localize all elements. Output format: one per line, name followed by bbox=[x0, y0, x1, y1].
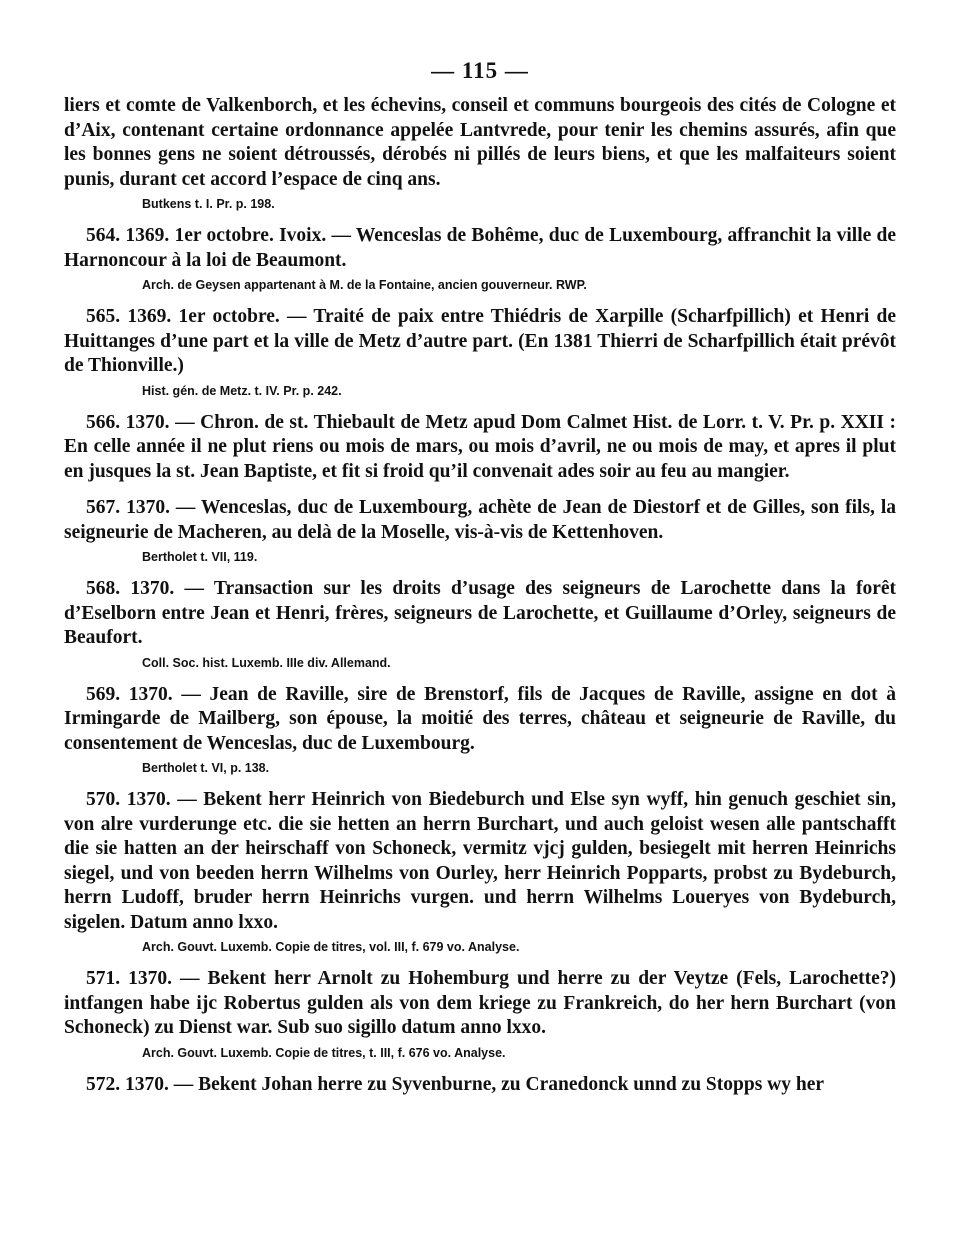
entry-text: — Chron. de st. Thiebault de Metz apud Dom Calmet Hist. de Lorr. t. V. Pr. p. XXII : En celle année il ne plut riens ou mois de mars, ou mois d’avril, ne ou mois de may, et apres il plut en jusques la st. Jean Baptiste, et fit si froid qu’il convenait ades soir au feu au mangier. bbox=[64, 411, 897, 482]
entry-source: Arch. Gouvt. Luxemb. Copie de titres, vol. III, f. 679 vo. Analyse. bbox=[142, 940, 520, 954]
entry-text: — Bekent herr Heinrich von Biedeburch und Else syn wyff, hin genuch geschiet sin, von alre vurderunge etc. die sie hetten an herrn Burchart, und auch geloist wesen alle pantschafft die sie hatten an der heirschaff von Schoneck, vermitz vjcj gulden, besiegelt mit herren Heinrichs siegel, und von beeden herrn Wilhelms von Ourley, herr Heinrich Popparts, probst zu Bydeburch, herrn Ludoff, bruder herrn Heinrichs vurgen. und herrn Wilhelms Loueryes von Bydeburch, sigelen. Datum anno lxxo. bbox=[64, 789, 896, 933]
entry-year: 1370. bbox=[126, 497, 170, 518]
page-number: — 115 — bbox=[431, 58, 529, 83]
entry-year: 1369. bbox=[127, 306, 172, 327]
entry-number: 564. bbox=[86, 225, 121, 246]
entry-565 bbox=[64, 305, 896, 399]
entry-year: 1370. bbox=[125, 411, 170, 433]
entry-source: Arch. de Geysen appartenant à M. de la Fontaine, ancien gouverneur. RWP. bbox=[142, 278, 587, 292]
entry-570 bbox=[64, 788, 896, 955]
entry-year: 1370. bbox=[126, 789, 171, 810]
entry-source: Bertholet t. VII, 119. bbox=[142, 550, 258, 564]
entry-572 bbox=[64, 1073, 896, 1098]
entry-text: — Transaction sur les droits d’usage des seigneurs de Larochette dans la forêt d’Eselborn entre Jean et Henri, frères, seigneurs de Larochette, et Guillaume d’Orley, seigneurs de Beaufort. bbox=[64, 578, 897, 648]
entry-year: 1370. bbox=[130, 578, 175, 599]
entry-number: 570. bbox=[86, 789, 121, 810]
entry-text: — Wenceslas, duc de Luxembourg, achète de Jean de Diestorf et de Gilles, son fils, la seigneurie de Macheren, au delà de la Moselle, vis-à-vis de Kettenhoven. bbox=[64, 497, 897, 543]
entry-569 bbox=[64, 683, 896, 777]
entry-number: 569. bbox=[86, 683, 121, 705]
entry-text: 1er octobre. — Traité de paix entre Thiédris de Xarpille (Scharfpillich) et Henri de Huittanges d’une part et la ville de Metz d’autre part. (En 1381 Thierri de Scharfpillich était prévôt de Thionville.) bbox=[64, 306, 897, 376]
entry-year: 1370. bbox=[125, 1073, 169, 1095]
entry-text: — Bekent Johan herre zu Syvenburne, zu Cranedonck unnd zu Stopps wy her bbox=[173, 1073, 825, 1095]
entry-571 bbox=[64, 967, 896, 1061]
entry-year: 1369. bbox=[125, 225, 170, 246]
entry-567 bbox=[64, 496, 896, 565]
entry-number: 565. bbox=[86, 306, 121, 327]
entry-number: 571. bbox=[86, 968, 121, 989]
entry-source: Bertholet t. VI, p. 138. bbox=[142, 761, 270, 775]
entry-566 bbox=[64, 411, 896, 485]
entry-text: — Jean de Raville, sire de Brenstorf, fils de Jacques de Raville, assigne en dot à Irmingarde de Mailberg, son épouse, la moitié des terres, château et seigneurie de Raville, du consentement de Wenceslas, duc de Luxembourg. bbox=[64, 683, 897, 754]
entry-text: — Bekent herr Arnolt zu Hohemburg und herre zu der Veytze (Fels, Larochette?) intfangen habe ijc Robertus gulden als von dem kriege zu Frankreich, do her hern Burchart (von Schoneck) zu Dienst war. Sub suo sigillo datum anno lxxo. bbox=[64, 968, 896, 1038]
entry-text: liers et comte de Valkenborch, et les échevins, conseil et communs bourgeois des cités de Cologne et d’Aix, contenant certaine ordonnance appelée Lantvrede, pour tenir les chemins assurés, afin que les bonnes gens ne soient détroussés, dérobés ni pillés de leurs biens, et que les malfaiteurs soient punis, durant cet accord l’espace de cinq ans. bbox=[64, 95, 896, 190]
entry-source: Arch. Gouvt. Luxemb. Copie de titres, t. III, f. 676 vo. Analyse. bbox=[142, 1045, 506, 1060]
entry-source: Hist. gén. de Metz. t. IV. Pr. p. 242. bbox=[142, 383, 342, 398]
entry-year: 1370. bbox=[128, 968, 173, 989]
page-content bbox=[64, 94, 896, 1097]
entry-text: 1er octobre. Ivoix. — Wenceslas de Bohême, duc de Luxembourg, affranchit la ville de Harnoncour à la loi de Beaumont. bbox=[64, 225, 897, 271]
continued-entry bbox=[64, 94, 896, 212]
entry-source: Butkens t. I. Pr. p. 198. bbox=[142, 197, 275, 211]
entry-number: 572. bbox=[86, 1073, 121, 1095]
entry-564 bbox=[64, 224, 896, 293]
entry-number: 567. bbox=[86, 497, 121, 518]
entry-number: 568. bbox=[86, 578, 121, 599]
entry-year: 1370. bbox=[128, 683, 173, 705]
entry-number: 566. bbox=[86, 411, 121, 433]
entry-568 bbox=[64, 577, 896, 671]
entry-source: Coll. Soc. hist. Luxemb. IIIe div. Allemand. bbox=[142, 655, 391, 670]
